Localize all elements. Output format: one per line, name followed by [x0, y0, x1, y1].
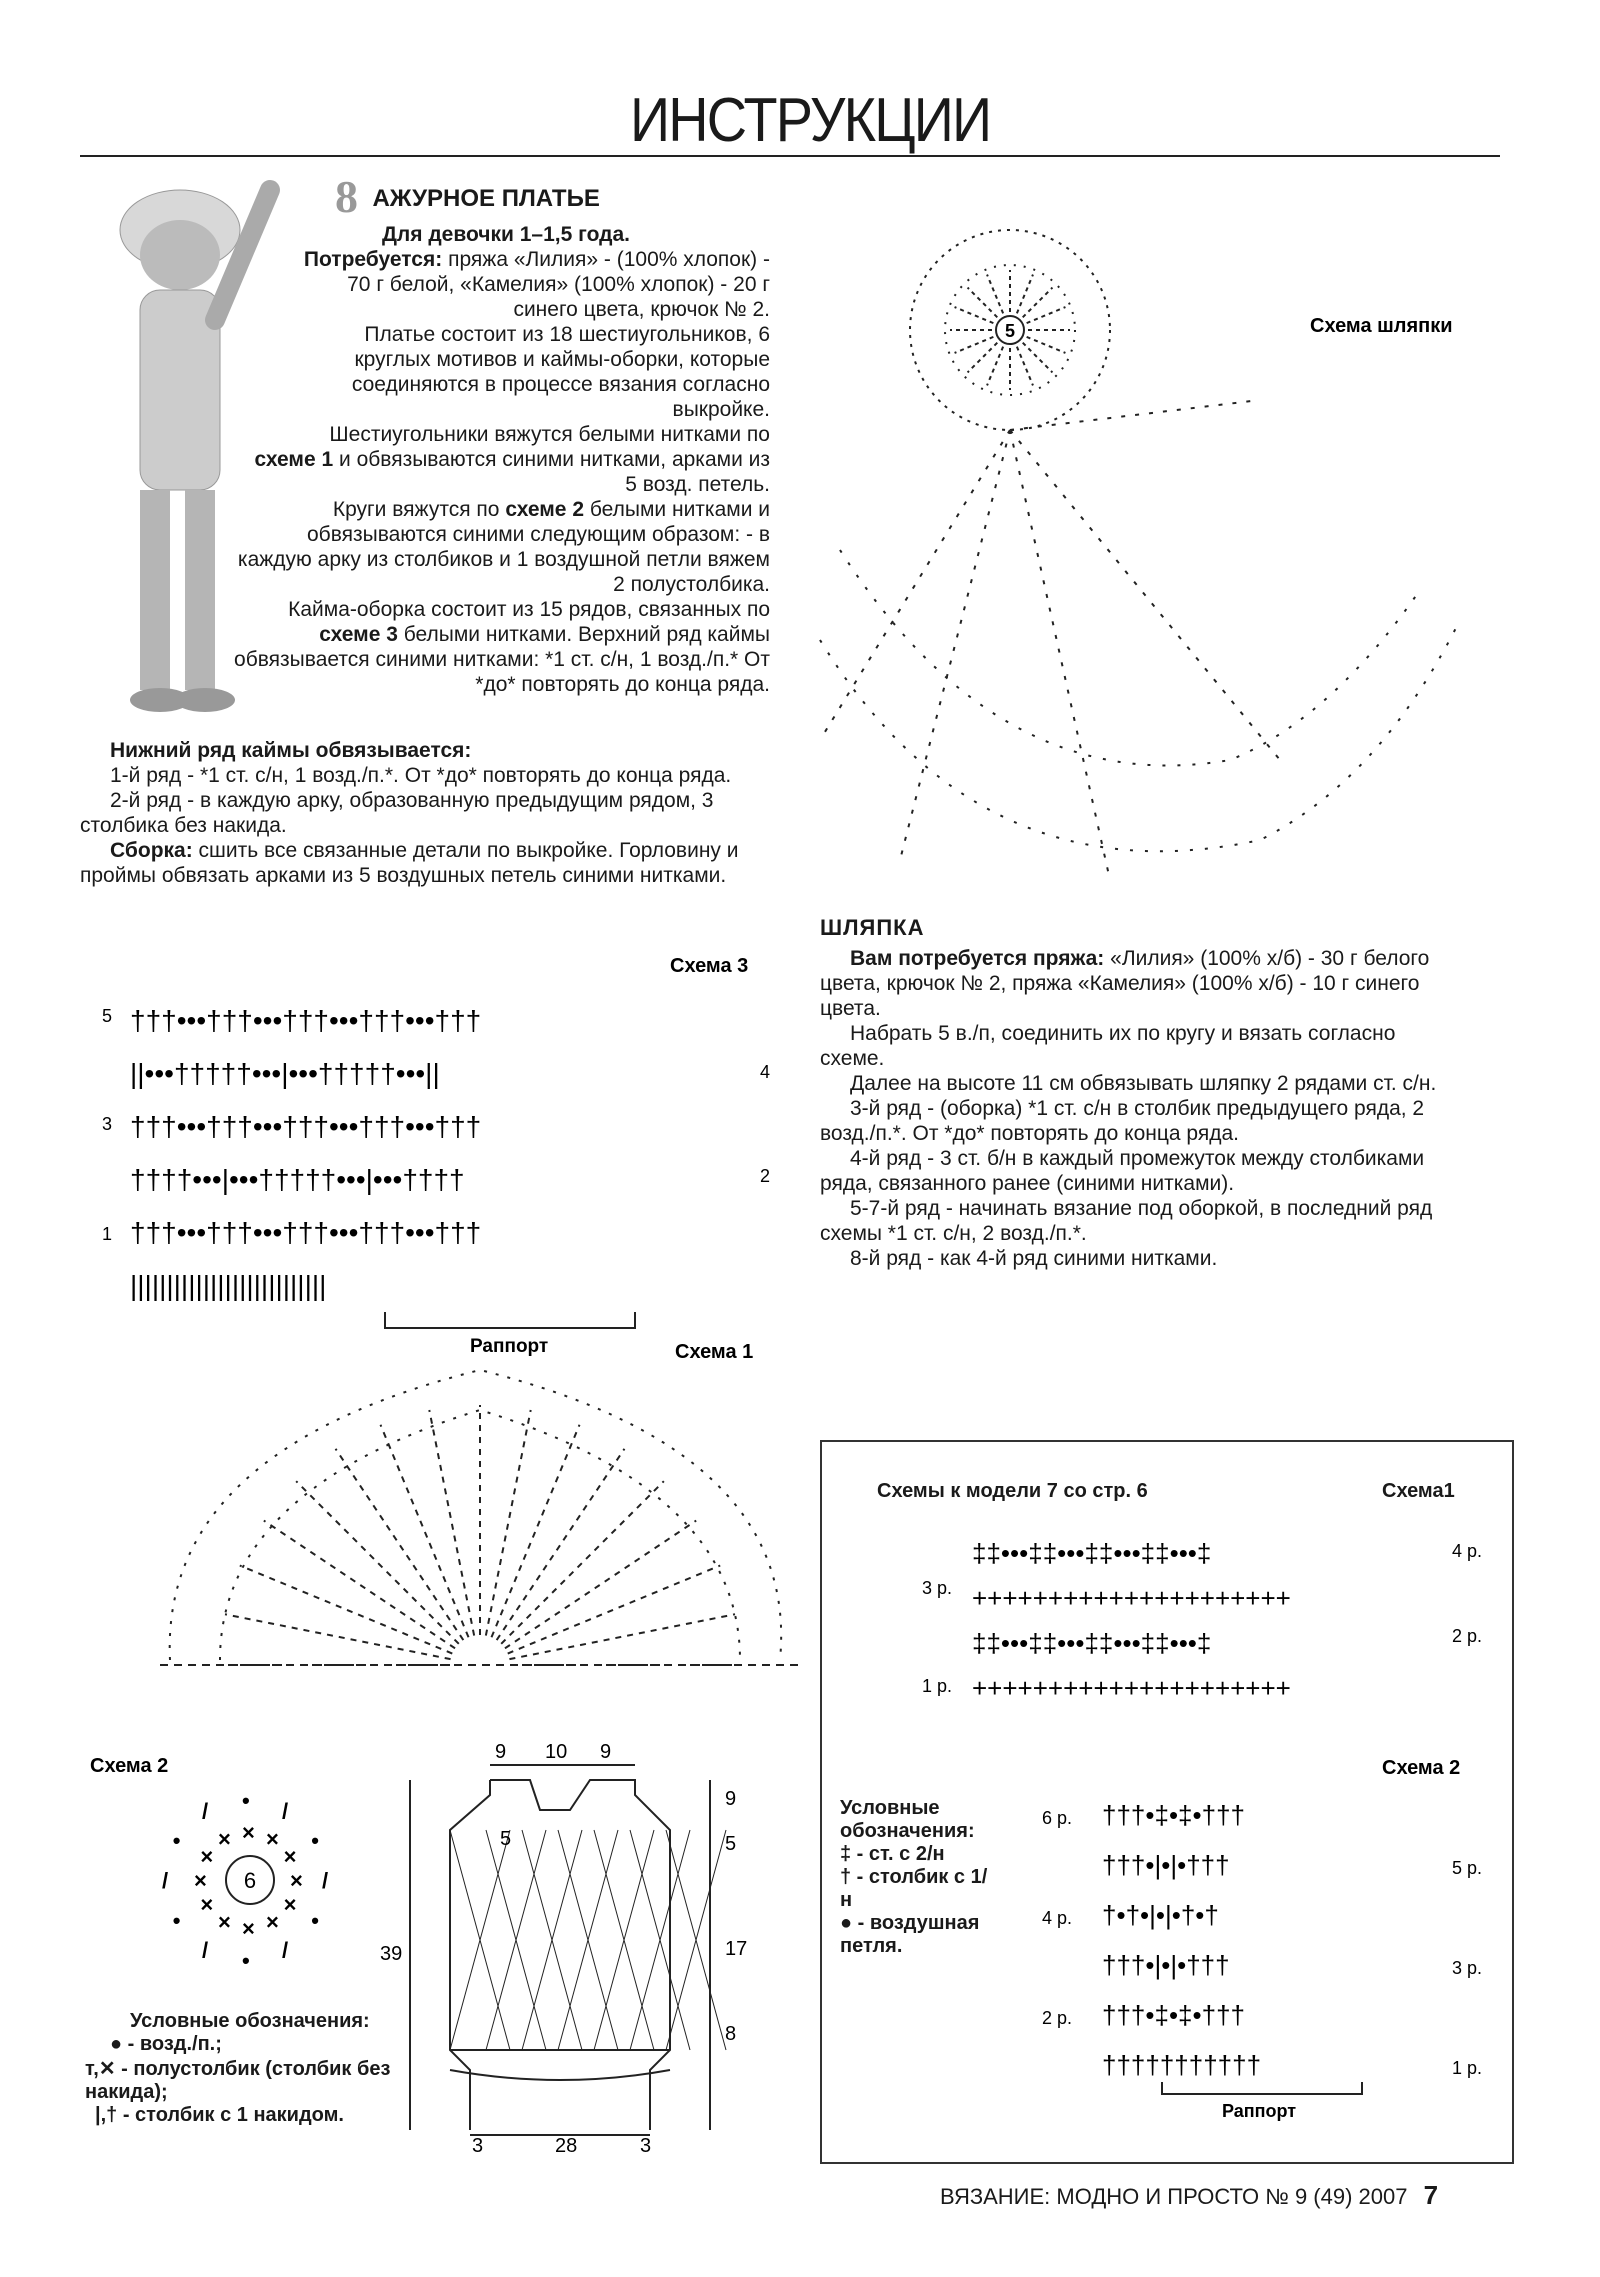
m7-rapport: Раппорт [1222, 2101, 1297, 2121]
stitch-mark: • [311, 1828, 319, 1853]
m7-s1-row-3: 3 р. [922, 1578, 953, 1598]
dim-bottom-3: 3 [640, 2135, 652, 2157]
dress-p1: Платье состоит из 18 шестиугольников, 6 круглых мотивов и каймы-оборки, которые соединяются в процессе вязания согласно выкройке. [351, 323, 770, 421]
stitch-mark: • [172, 1908, 181, 1933]
stitch-ray [381, 1425, 469, 1637]
page-footer [940, 2180, 1438, 2211]
hat-chart [780, 200, 1520, 900]
stitch-ray [1017, 347, 1033, 386]
stitch-mark: • [311, 1908, 319, 1933]
m7-legend-1: ‡ - ст. с 2/н [840, 1843, 945, 1865]
dress-p3: Круги вяжутся по схеме 2 белыми нитками и обвязываются синими следующим образом: - в каждую арку из столбиков и 1 воздушной петли вяжем 2 полустолбика. [237, 498, 770, 596]
stitch-row: ‡‡•••‡‡•••‡‡•••‡‡•••‡ [972, 1538, 1212, 1568]
scheme2-center: 6 [243, 1868, 257, 1893]
dim-right-1: 9 [725, 1788, 737, 1810]
stitch-row: +++++++++++++++++++++ [972, 1673, 1291, 1703]
dim-left-height: 39 [380, 1943, 403, 1965]
dim-bottom-1: 3 [472, 2135, 484, 2157]
dress-materials [230, 247, 770, 322]
m7-s2-row-6: 6 р. [1042, 1808, 1073, 1828]
stitch-mark: / [202, 1937, 209, 1963]
page-header [80, 86, 1500, 157]
scheme3-row-1: 1 [102, 1224, 113, 1244]
scheme3-row-2: 2 [760, 1166, 771, 1186]
stitch-row: †††•‡•‡•††† [1102, 1800, 1245, 1830]
stitch-row: †††•|•|•††† [1102, 1850, 1230, 1880]
stitch-row: †††•|•|•††† [1102, 1950, 1230, 1980]
m7-s2-row-3: 3 р. [1452, 1958, 1483, 1978]
dress-p8: Сборка: сшить все связанные детали по выкройке. Горловину и проймы обвязать арками из 5 воздушных петель синими нитками. [80, 839, 739, 887]
dress-p7: 2-й ряд - в каждую арку, образованную предыдущим рядом, 3 столбика без накида. [80, 789, 714, 837]
dress-heading [335, 170, 600, 223]
section-title: ИНСТРУКЦИИ [630, 86, 991, 155]
stitch-ray [955, 307, 994, 323]
stitch-mark: • [172, 1828, 181, 1853]
hat-chart-label: Схема шляпки [1310, 315, 1453, 337]
stitch-ray [1017, 275, 1033, 314]
stitch-ray [501, 1481, 664, 1644]
stitch-ray [296, 1481, 459, 1644]
dim-right-2: 5 [725, 1833, 737, 1855]
stitch-mark: • [242, 1948, 250, 1973]
m7-legend-title: Условные обозначения: [840, 1797, 975, 1842]
scheme3-rapport: Раппорт [470, 1336, 549, 1357]
stitch-row: ‡‡•••‡‡•••‡‡•••‡‡•••‡ [972, 1628, 1212, 1658]
m7-legend-2: † - столбик с 1/ н [840, 1866, 988, 1911]
stitch-ray [486, 1410, 531, 1636]
stitch-ray [955, 337, 994, 353]
stitch-row: ||•••†††††•••|•••†††††•••|| [130, 1058, 440, 1089]
stitch-ray [968, 288, 998, 318]
hat-center-label: 5 [1004, 321, 1016, 341]
stitch-mark: × [283, 1844, 297, 1869]
stitch-mark: × [283, 1892, 297, 1917]
hat-title: ШЛЯПКА [820, 915, 925, 940]
stitch-ray [225, 1614, 451, 1659]
footer-text: ВЯЗАНИЕ: МОДНО И ПРОСТО № 9 (49) 2007 [940, 2184, 1408, 2209]
stitch-ray [1027, 307, 1066, 323]
dim-top-1: 9 [495, 1741, 507, 1763]
stitch-ray [509, 1614, 735, 1659]
materials-text: пряжа «Лилия» - (100% хлопок) - 70 г белой, «Камелия» (100% хлопок) - 20 г синего цвета, крючок № 2. [347, 248, 770, 321]
dress-p4: Кайма-оборка состоит из 15 рядов, связанных по схеме 3 белыми нитками. Верхний ряд каймы обвязывается синими нитками: *1 ст. с/н, 1 возд./п.* От *до* повторять до конца ряда. [234, 598, 770, 696]
stitch-mark: × [242, 1820, 255, 1845]
stitch-mark: × [194, 1868, 207, 1893]
scheme3-label: Схема 3 [670, 955, 749, 977]
stitch-row: ††††•••|•••†††††•••|•••†††† [130, 1164, 465, 1195]
stitch-row: †††•••†††•••†††•••†††•••††† [130, 1217, 482, 1248]
dress-pattern-diagram [380, 1740, 800, 2157]
stitch-mark: / [322, 1868, 329, 1893]
stitch-mark: × [218, 1909, 231, 1935]
m7-s1-row-2: 2 р. [1452, 1626, 1483, 1646]
dim-inner: 5 [500, 1828, 512, 1850]
stitch-mark: / [282, 1937, 289, 1963]
legend-item-3: |,† - столбик с 1 накидом. [95, 2104, 344, 2126]
stitch-ray [987, 347, 1003, 386]
dress-p2: Шестиугольники вяжутся белыми нитками по схеме 1 и обвязываются синими нитками, арками из 5 возд. петель. [254, 423, 770, 496]
stitch-ray [240, 1566, 452, 1654]
m7-s2-row-2: 2 р. [1042, 2008, 1073, 2028]
legend-item-2: т,✕ - полустолбик (столбик без накида); [85, 2058, 391, 2103]
stitch-ray [987, 275, 1003, 314]
stitch-mark: / [202, 1798, 209, 1824]
dress-p5: Нижний ряд каймы обвязывается: [110, 739, 472, 762]
legend-title: Условные обозначения: [130, 2010, 370, 2032]
m7-s1-row-1: 1 р. [922, 1676, 953, 1696]
scheme1-label: Схема 1 [675, 1341, 754, 1363]
stitch-row: +++++++++++++++++++++ [972, 1583, 1291, 1613]
stitch-ray [1027, 337, 1066, 353]
hat-p1: Набрать 5 в./п, соединить их по кругу и вязать согласно схеме. [820, 1022, 1396, 1070]
dress-subtitle: Для девочки 1–1,5 года. [381, 223, 630, 246]
model7-charts [922, 1512, 1502, 2121]
stitch-ray [491, 1425, 579, 1637]
stitch-ray [508, 1566, 720, 1654]
stitch-ray [497, 1449, 625, 1640]
dim-right-3: 17 [725, 1938, 748, 1960]
dim-top-3: 9 [600, 1741, 612, 1763]
m7-s2-row-4: 4 р. [1042, 1908, 1073, 1928]
scheme1-chart [160, 1330, 800, 1750]
stitch-mark: × [266, 1909, 279, 1935]
stitch-row: †††•••†††•••†††•••†††•••††† [130, 1005, 482, 1036]
stitch-mark: × [290, 1868, 303, 1893]
hat-section [820, 915, 1460, 1271]
dim-right-4: 8 [725, 2023, 737, 2045]
pattern-title: АЖУРНОЕ ПЛАТЬЕ [372, 185, 600, 212]
stitch-row: †††•••†††•••†††•••†††•••††† [130, 1111, 482, 1142]
m7-legend-3: ● - воздушная петля. [840, 1912, 980, 1957]
hat-p2: Далее на высоте 11 см обвязывать шляпку 2 рядами ст. с/н. [850, 1072, 1437, 1095]
model7-legend [840, 1797, 1000, 1958]
stitch-ray [336, 1449, 464, 1640]
stitch-ray [264, 1521, 455, 1649]
dim-top-2: 10 [545, 1741, 568, 1763]
hat-p5: 5-7-й ряд - начинать вязание под оборкой, в последний ряд схемы *1 ст. с/н, 2 возд./п.*. [820, 1197, 1433, 1245]
stitch-mark: × [200, 1892, 214, 1917]
stitch-row: ||||||||||||||||||||||||||| [130, 1270, 327, 1301]
stitch-ray [505, 1521, 696, 1649]
model7-title: Схемы к модели 7 со стр. 6 [877, 1480, 1148, 1502]
legend-item-1: ● - возд./п.; [110, 2033, 222, 2055]
stitch-row: †•†•|•|•†•† [1102, 1900, 1219, 1930]
dim-bottom-2: 28 [555, 2135, 578, 2157]
model7-box [820, 1440, 1514, 2164]
scheme3-row-5: 5 [102, 1006, 113, 1026]
model7-scheme2-label: Схема 2 [1382, 1757, 1461, 1779]
stitch-ray [1023, 343, 1053, 373]
model7-scheme1-label: Схема1 [1382, 1480, 1455, 1502]
scheme2-chart [80, 1750, 403, 1990]
stitch-mark: × [200, 1844, 214, 1869]
scheme2-label: Схема 2 [90, 1755, 169, 1777]
stitch-mark: × [218, 1826, 231, 1852]
stitch-mark: × [266, 1826, 279, 1852]
stitch-ray [1023, 288, 1053, 318]
materials-label: Потребуется: [303, 248, 443, 271]
hat-p4: 4-й ряд - 3 ст. б/н в каждый промежуток между столбиками ряда, связанного ранее (синими нитками). [820, 1147, 1425, 1195]
hat-p3: 3-й ряд - (оборка) *1 ст. с/н в столбик предыдущего ряда, 2 возд./п.*. От *до* повторять до конца ряда. [820, 1097, 1425, 1145]
hat-materials: Вам потребуется пряжа: «Лилия» (100% х/б) - 30 г белого цвета, крючок № 2, пряжа «Камелия» (100% х/б) - 10 г синего цвета. [820, 947, 1430, 1020]
m7-s2-row-1: 1 р. [1452, 2058, 1483, 2078]
stitch-mark: / [282, 1798, 289, 1824]
pattern-number: 8 [335, 171, 358, 222]
stitch-mark: • [242, 1788, 250, 1813]
scheme3-row-4: 4 [760, 1062, 771, 1082]
legend-dress [85, 2010, 425, 2127]
hat-p6: 8-й ряд - как 4-й ряд синими нитками. [850, 1247, 1218, 1270]
scheme3-row-3: 3 [102, 1114, 113, 1134]
dress-continued [80, 738, 775, 888]
stitch-row: †††•‡•‡•††† [1102, 2000, 1245, 2030]
stitch-mark: / [162, 1868, 169, 1893]
dress-p6: 1-й ряд - *1 ст. с/н, 1 возд./п.*. От *до* повторять до конца ряда. [110, 764, 732, 787]
m7-s2-row-5: 5 р. [1452, 1858, 1483, 1878]
stitch-ray [968, 343, 998, 373]
stitch-ray [429, 1410, 474, 1636]
scheme3-chart [80, 950, 780, 1370]
stitch-mark: × [242, 1916, 255, 1941]
stitch-row: ††††††††††† [1102, 2050, 1262, 2080]
dress-intro [230, 222, 770, 697]
m7-s1-row-4: 4 р. [1452, 1541, 1483, 1561]
page-number: 7 [1423, 2180, 1439, 2210]
